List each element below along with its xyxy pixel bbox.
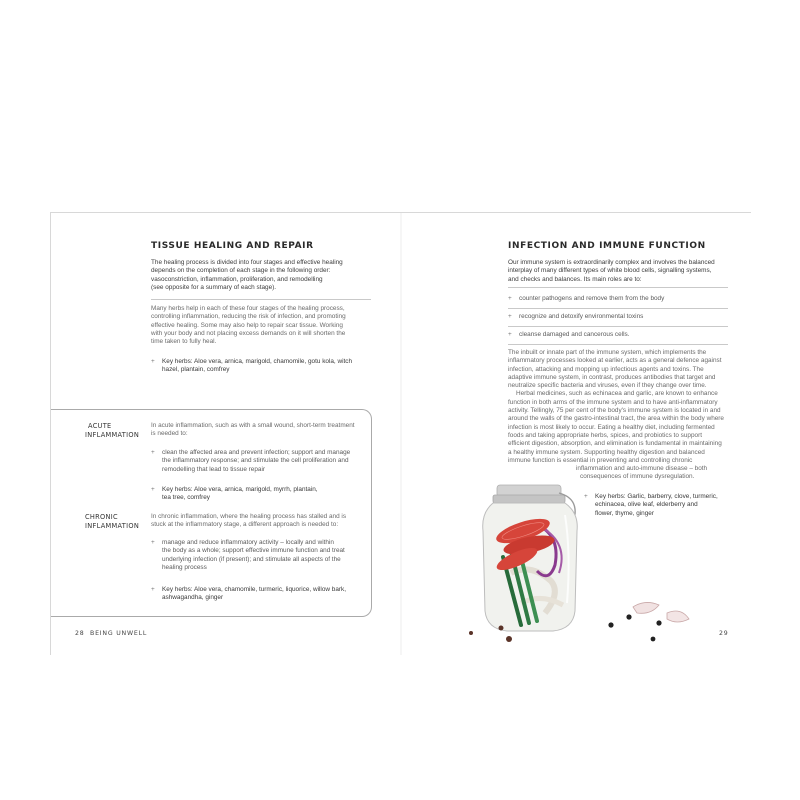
fermentation-jar-illustration: [441, 453, 701, 643]
chronic-bullet-line: healing process: [162, 563, 207, 571]
chronic-intro-line: In chronic inflammation, where the healing process has stalled and is: [151, 513, 347, 520]
body-line: The inbuilt or innate part of the immune system, which implements the: [508, 349, 707, 356]
divider: [151, 299, 371, 300]
left-body: [151, 305, 381, 346]
right-intro: [508, 259, 748, 284]
chronic-label: [85, 513, 139, 531]
left-folio: [75, 630, 147, 637]
key-herbs-line: Key herbs: Aloe vera, arnica, marigold, myrrh, plantain,: [162, 486, 318, 493]
body-line: effective healing. Some may also help to repair scar tissue. Working: [151, 321, 343, 329]
bullet-mark: +: [508, 331, 512, 338]
bullet-mark: +: [151, 586, 155, 593]
bullet-mark: +: [151, 486, 155, 493]
key-herbs-line: ashwagandha, ginger: [162, 594, 224, 602]
right-folio: 29: [719, 630, 729, 637]
divider: [508, 344, 728, 345]
label-line: ACUTE: [88, 422, 112, 430]
body-line: infection is most likely to occur. Eating a healthy diet, including fermented: [508, 423, 715, 431]
acute-intro: [151, 422, 371, 439]
body-line: inflammatory processes looked at earlier, acts as a general defence against: [508, 357, 722, 365]
divider: [508, 326, 728, 327]
chronic-bullet-line: underlying infection (if present); and stimulate all aspects of the: [162, 555, 341, 563]
key-herbs-line: flower, thyme, ginger: [595, 509, 654, 517]
body-line: with your body and not placing excess demands on it will shorten the: [151, 329, 346, 337]
acute-bullet-line: the inflammatory response; and stimulate the cell proliferation and: [162, 457, 349, 465]
chronic-bullet: [151, 539, 371, 572]
body-line: Herbal medicines, such as echinacea and garlic, are known to enhance: [516, 390, 718, 398]
body-line: a healthy immune system. Supporting healthy digestion and balanced: [508, 448, 705, 456]
body-line: immune function is essential in preventing and controlling chronic: [508, 456, 693, 464]
intro-line: depends on the completion of each stage in the following order:: [151, 267, 331, 275]
body-line: efficient digestion, absorption, and elimination is fundamental in maintaining: [508, 440, 722, 448]
running-title: BEING UNWELL: [90, 630, 148, 637]
left-heading: TISSUE HEALING AND REPAIR: [151, 241, 314, 251]
acute-bullet: [151, 449, 371, 474]
bullet-mark: +: [151, 539, 155, 546]
body-line: neutralize specific bacteria and viruses, even if they change over time.: [508, 382, 707, 390]
bullet-mark: +: [151, 358, 155, 365]
body-line: consequences of immune dysregulation.: [580, 473, 695, 481]
chronic-bullet-line: manage and reduce inflammatory activity – locally and within: [162, 539, 334, 546]
divider: [508, 308, 728, 309]
acute-intro-line: In acute inflammation, such as with a small wound, short-term treatment: [151, 422, 355, 429]
body-line: function in both arms of the immune system and to have anti-inflammatory: [508, 398, 718, 406]
acute-key-herbs: [151, 486, 371, 503]
role-text: recognize and detoxify environmental toxins: [519, 313, 644, 320]
body-line: foods and taking appropriate herbs, spices, and probiotics to support: [508, 431, 702, 439]
intro-line: Our immune system is extraordinarily complex and involves the balanced: [508, 259, 715, 266]
bullet-mark: +: [584, 493, 588, 500]
chronic-intro-line: stuck at the inflammatory stage, a different approach is needed to:: [151, 521, 339, 529]
key-herbs-line: Key herbs: Aloe vera, arnica, marigold, chamomile, gotu kola, witch: [162, 358, 353, 365]
body-line: time taken to fully heal.: [151, 338, 217, 346]
key-herbs-line: echinacea, olive leaf, elderberry and: [595, 501, 698, 509]
chronic-intro: [151, 513, 371, 530]
body-line: around the walls of the gastro-intestinal tract, the area within the body where: [508, 415, 724, 423]
chronic-bullet-line: the body as a whole; support effective immune function and treat: [162, 547, 345, 555]
right-heading: INFECTION AND IMMUNE FUNCTION: [508, 241, 706, 251]
right-body: [508, 349, 748, 465]
key-herbs-line: tea tree, comfrey: [162, 494, 210, 502]
label-line: CHRONIC: [85, 513, 118, 521]
page-number: 28: [75, 630, 85, 637]
role-item: [508, 313, 738, 321]
acute-intro-line: is needed to:: [151, 430, 188, 438]
role-item: [508, 295, 738, 303]
key-herbs-line: Key herbs: Garlic, barberry, clove, turmeric,: [595, 493, 718, 500]
book-spread: [50, 212, 751, 655]
left-intro: [151, 259, 381, 292]
bullet-mark: +: [508, 313, 512, 320]
acute-bullet-line: clean the affected area and prevent infection; support and manage: [162, 449, 351, 456]
body-line: adaptive immune system, in contrast, produces antibodies that target and: [508, 373, 716, 381]
body-line: Many herbs help in each of these four stages of the healing process,: [151, 305, 345, 312]
intro-line: and checks and balances. Its main roles are to:: [508, 275, 642, 283]
body-line: inflammation and auto-immune disease – both: [576, 465, 708, 472]
acute-label: [85, 422, 139, 440]
label-line: INFLAMMATION: [85, 522, 140, 530]
gutter: [400, 213, 402, 655]
body-line: infection, attacking and mopping up infectious agents and toxins. The: [508, 365, 704, 373]
body-line: activity. Tellingly, 75 per cent of the body's immune system is located in and: [508, 407, 721, 415]
intro-line: interplay of many different types of white blood cells, signalling systems,: [508, 267, 712, 275]
jar-icon: [483, 485, 578, 631]
left-key-herbs: [151, 358, 381, 375]
role-text: cleanse damaged and cancerous cells.: [519, 331, 630, 338]
acute-bullet-line: remodelling that lead to tissue repair: [162, 465, 266, 473]
intro-line: The healing process is divided into four stages and effective healing: [151, 259, 343, 266]
role-item: [508, 331, 738, 339]
bullet-mark: +: [508, 295, 512, 302]
body-line: controlling inflammation, reducing the risk of infection, and promoting: [151, 313, 346, 321]
chronic-key-herbs: [151, 586, 371, 603]
intro-line: vasoconstriction, inflammation, proliferation, and remodelling: [151, 275, 323, 283]
key-herbs-line: hazel, plantain, comfrey: [162, 366, 230, 374]
label-line: INFLAMMATION: [85, 431, 140, 439]
bullet-mark: +: [151, 449, 155, 456]
role-text: counter pathogens and remove them from the body: [519, 295, 665, 302]
intro-line: (see opposite for a summary of each stage).: [151, 283, 277, 291]
garlic-clove-icon: [633, 602, 689, 622]
divider: [508, 287, 728, 288]
key-herbs-line: Key herbs: Aloe vera, chamomile, turmeric, liquorice, willow bark,: [162, 586, 346, 593]
peppercorn-icon: [608, 614, 661, 641]
